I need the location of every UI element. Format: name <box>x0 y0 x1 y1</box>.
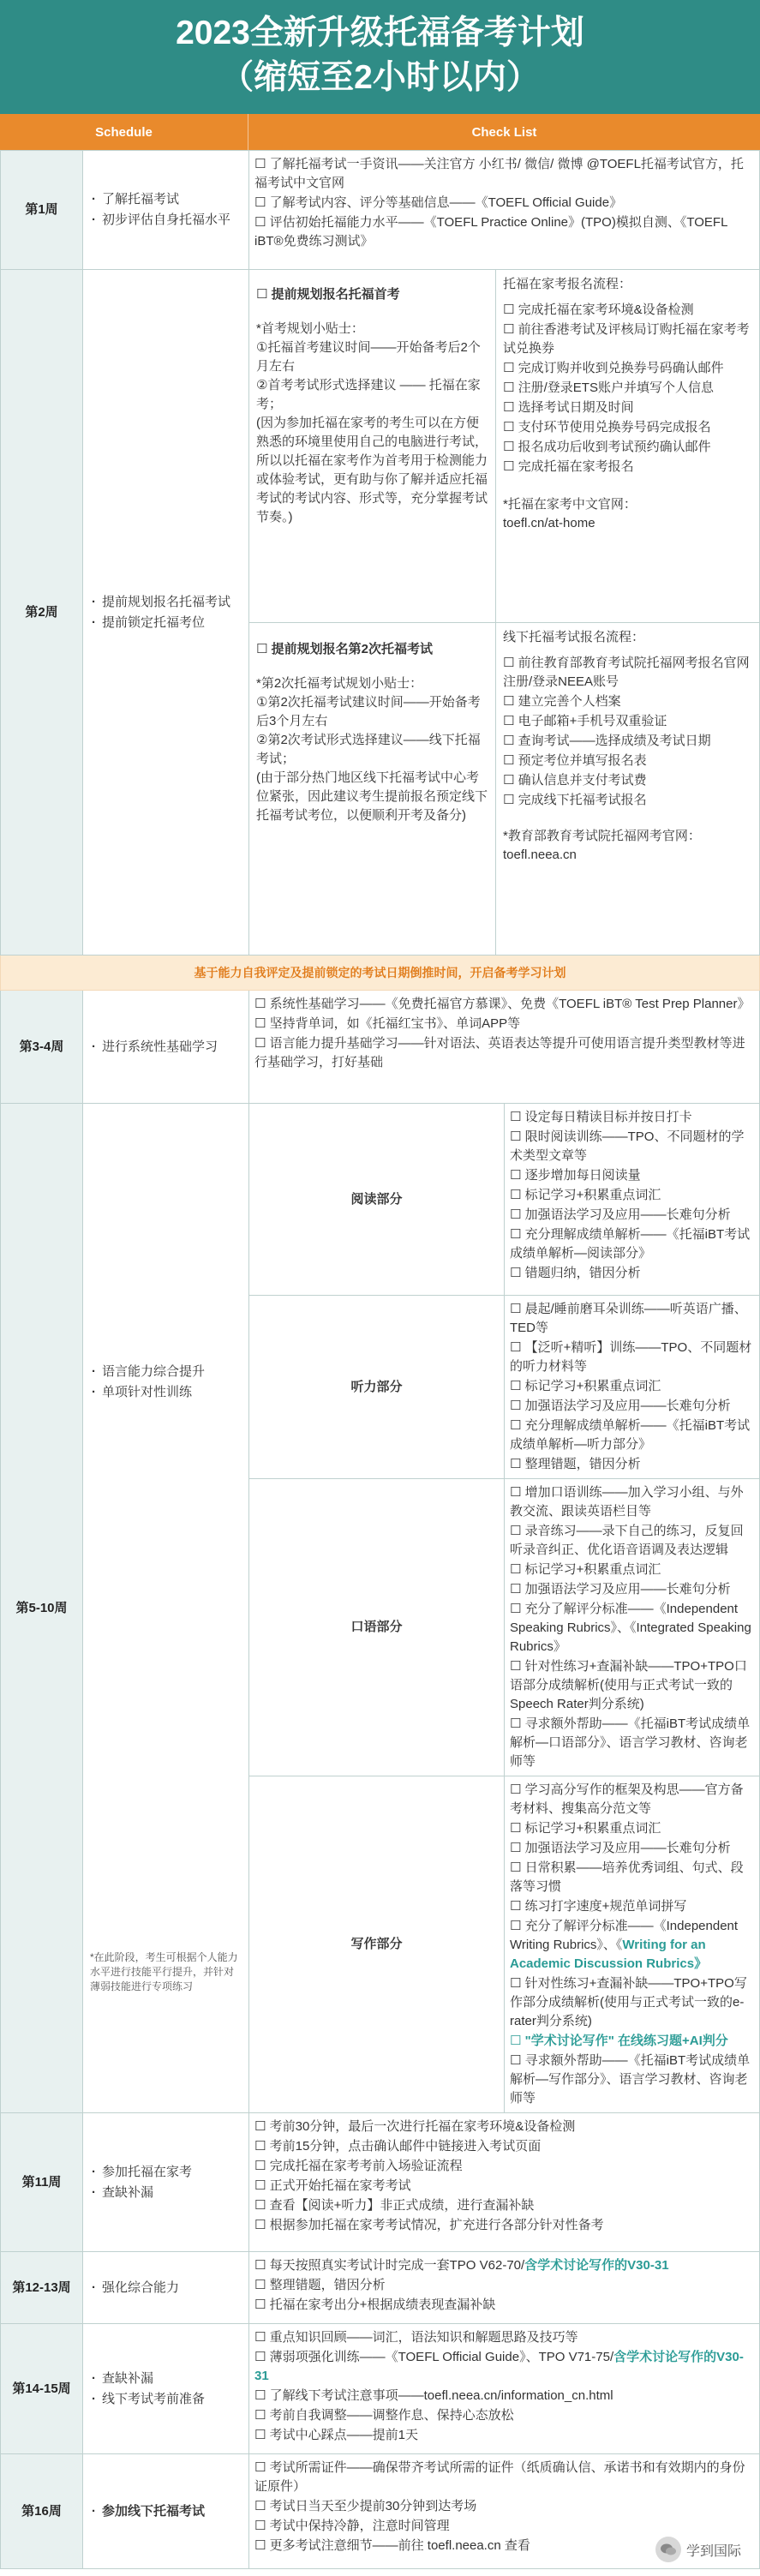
checklist-item[interactable]: ☐ 寻求额外帮助——《托福iBT考试成绩单解析—口语部分》、语言学习教材、咨询老师等 <box>510 1715 754 1771</box>
process-step[interactable]: ☐ 完成订购并收到兑换券号码确认邮件 <box>503 359 752 378</box>
reading-checklist <box>505 1104 760 1296</box>
table-row-banner <box>1 956 760 991</box>
process-step[interactable]: ☐ 前往教育部教育考试院托福网考报名官网注册/登录NEEA账号 <box>503 654 752 692</box>
table-row-week3-4 <box>1 991 760 1104</box>
schedule-header: Schedule <box>0 114 248 150</box>
checklist-item[interactable]: ☐ 考前15分钟，点击确认邮件中链接进入考试页面 <box>254 2137 754 2156</box>
column-header <box>0 114 760 150</box>
writing-checklist <box>505 1776 760 2113</box>
checklist-item[interactable]: ☐ 【泛听+精听】训练——TPO、不同题材的听力材料等 <box>510 1339 754 1376</box>
checklist-item[interactable]: ☐ 录音练习——录下自己的练习，反复回听录音纠正、优化语音语调及表达逻辑 <box>510 1522 754 1560</box>
process-step[interactable]: ☐ 选择考试日期及时间 <box>503 398 752 417</box>
checklist-item[interactable]: ☐ 根据参加托福在家考考试情况，扩充进行各部分针对性备考 <box>254 2216 754 2235</box>
checklist-item[interactable]: ☐ 完成托福在家考考前入场验证流程 <box>254 2157 754 2176</box>
schedule-item: · 查缺补漏 <box>90 2184 242 2202</box>
week-label: 第3-4周 <box>1 991 83 1104</box>
checklist-item[interactable]: ☐ 考试中保持冷静，注意时间管理 <box>254 2517 754 2536</box>
checklist-item[interactable]: ☐ 标记学习+积累重点词汇 <box>510 1561 754 1579</box>
table-row-week5-10-reading <box>1 1104 760 1296</box>
checklist-item[interactable]: ☐ 充分理解成绩单解析——《托福iBT考试成绩单解析—听力部分》 <box>510 1417 754 1454</box>
listening-label: 听力部分 <box>249 1296 505 1479</box>
week-label: 第16周 <box>1 2454 83 2569</box>
checklist-item[interactable]: ☐ 标记学习+积累重点词汇 <box>510 1377 754 1396</box>
checklist-item[interactable]: ☐ 标记学习+积累重点词汇 <box>510 1819 754 1838</box>
week-label: 第11周 <box>1 2113 83 2252</box>
schedule-item: · 查缺补漏 <box>90 2369 242 2388</box>
second-exam-heading[interactable]: ☐ 提前规划报名第2次托福考试 <box>256 640 488 659</box>
checklist-item[interactable]: ☐ 考试中心踩点——提前1天 <box>254 2426 754 2445</box>
checklist-item-rubrics[interactable] <box>510 1917 754 1974</box>
checklist-item[interactable]: ☐ 加强语法学习及应用——长难句分析 <box>510 1580 754 1599</box>
schedule-item: · 单项针对性训练 <box>90 1383 242 1402</box>
tpo-highlight: 含学术讨论写作的V30-31 <box>524 2258 669 2273</box>
watermark-text: 学到国际 <box>685 2543 741 2559</box>
process-step[interactable]: ☐ 预定考位并填写报名表 <box>503 752 752 770</box>
table-row-week14-15 <box>1 2324 760 2454</box>
stage-note: *在此阶段，考生可根据个人能力水平进行技能平行提升，并针对薄弱技能进行专项练习 <box>90 1951 238 1992</box>
process-step[interactable]: ☐ 确认信息并支付考试费 <box>503 771 752 790</box>
week-label: 第14-15周 <box>1 2324 83 2454</box>
second-exam-tips: *第2次托福考试规划小贴士： ①第2次托福考试建议时间——开始备考后3个月左右 ②第2次考试形式选择建议——线下托福考试； (由于部分热门地区线下托福考试中心考位紧张，因此建议考生提前报名预定线下托福考试考位，以便顺利开考及备分) <box>256 676 488 823</box>
schedule-item: · 强化综合能力 <box>90 2279 242 2297</box>
checklist-item[interactable]: ☐ 语言能力提升基础学习——针对语法、英语表达等提升可使用语言提升类型教材等进行基础学习，打好基础 <box>254 1034 754 1072</box>
writing-label: 写作部分 <box>249 1776 505 2113</box>
table-row-week2 <box>1 270 760 956</box>
checklist-item[interactable]: ☐ 标记学习+积累重点词汇 <box>510 1186 754 1205</box>
week-label: 第5-10周 <box>1 1104 83 2113</box>
process-step[interactable]: ☐ 完成托福在家考报名 <box>503 458 752 476</box>
process-step[interactable]: ☐ 电子邮箱+手机号双重验证 <box>503 712 752 731</box>
checklist-item[interactable]: ☐ 加强语法学习及应用——长难句分析 <box>510 1206 754 1225</box>
schedule-cell <box>83 991 249 1104</box>
page-header <box>0 0 760 114</box>
offline-exam-process-title: 线下托福考试报名流程： <box>503 630 645 644</box>
table-row-week12-13 <box>1 2252 760 2324</box>
checklist-item[interactable]: ☐ 学习高分写作的框架及构思——官方备考材料、搜集高分范文等 <box>510 1781 754 1818</box>
checklist-item[interactable]: ☐ 了解托福考试一手资讯——关注官方 小红书/ 微信/ 微博 @TOEFL托福考试官方，托福考试中文官网 <box>254 155 754 193</box>
process-step[interactable]: ☐ 报名成功后收到考试预约确认邮件 <box>503 438 752 457</box>
checklist-cell <box>249 2324 760 2454</box>
checklist-item[interactable]: ☐ 针对性练习+查漏补缺——TPO+TPO口语部分成绩解析(使用与正式考试一致的Speech Rater判分系统) <box>510 1657 754 1714</box>
week-label: 第12-13周 <box>1 2252 83 2324</box>
first-exam-block <box>249 270 759 623</box>
table-row-week16 <box>1 2454 760 2569</box>
checklist-item[interactable]: ☐ 设定每日精读目标并按日打卡 <box>510 1108 754 1127</box>
checklist-item[interactable] <box>254 2348 754 2386</box>
rubric-close: 》 <box>694 1956 708 1971</box>
checklist-cell <box>249 2113 760 2252</box>
process-step[interactable]: ☐ 注册/登录ETS账户并填写个人信息 <box>503 379 752 398</box>
checklist-item[interactable]: ☐ 整理错题，错因分析 <box>510 1455 754 1474</box>
checklist-item[interactable]: ☐ 寻求额外帮助——《托福iBT考试成绩单解析—写作部分》、语言学习教材、咨询老师等 <box>510 2052 754 2108</box>
schedule-item: · 线下考试考前准备 <box>90 2390 242 2409</box>
speaking-label: 口语部分 <box>249 1479 505 1776</box>
schedule-item: · 进行系统性基础学习 <box>90 1038 242 1057</box>
checklist-item[interactable]: ☐ 考试所需证件——确保带齐考试所需的证件（纸质确认信、承诺书和有效期内的身份证原件） <box>254 2459 754 2496</box>
schedule-cell <box>83 2324 249 2454</box>
week-label: 第2周 <box>1 270 83 956</box>
checklist-item[interactable]: ☐ 查看【阅读+听力】非正式成绩，进行查漏补缺 <box>254 2196 754 2215</box>
checklist-cell <box>249 270 760 956</box>
checklist-item[interactable]: ☐ 充分了解评分标准——《Independent Speaking Rubrics》、《Integrated Speaking Rubrics》 <box>510 1600 754 1656</box>
first-exam-heading[interactable]: ☐ 提前规划报名托福首考 <box>256 285 488 304</box>
checklist-item[interactable]: ☐ 限时阅读训练——TPO、不同题材的学术类型文章等 <box>510 1128 754 1165</box>
wechat-icon <box>655 2537 681 2562</box>
watermark <box>655 2537 741 2562</box>
checklist-item[interactable]: ☐ 充分理解成绩单解析——《托福iBT考试成绩单解析—阅读部分》 <box>510 1225 754 1263</box>
neea-site-label: *教育部教育考试院托福网考官网： <box>503 829 701 843</box>
neea-site-link[interactable]: toefl.neea.cn <box>503 848 577 862</box>
checklist-item[interactable]: ☐ 考前自我调整——调整作息、保持心态放松 <box>254 2406 754 2425</box>
plan-table <box>0 150 760 2569</box>
schedule-item: · 参加托福在家考 <box>90 2163 242 2182</box>
checklist-cell <box>249 991 760 1104</box>
week-label: 第1周 <box>1 151 83 270</box>
process-step[interactable]: ☐ 前往香港考试及评核局订购托福在家考考试兑换券 <box>503 321 752 358</box>
checklist-item[interactable]: ☐ 加强语法学习及应用——长难句分析 <box>510 1839 754 1858</box>
schedule-item: · 提前规划报名托福考试 <box>90 593 242 612</box>
schedule-item: · 语言能力综合提升 <box>90 1363 242 1381</box>
checklist-item[interactable]: ☐ 了解考试内容、评分等基础信息——《TOEFL Official Guide》 <box>254 194 754 213</box>
process-step[interactable]: ☐ 完成线下托福考试报名 <box>503 791 752 810</box>
schedule-item: · 参加线下托福考试 <box>90 2502 242 2521</box>
process-step[interactable]: ☐ 支付环节使用兑换券号码完成报名 <box>503 418 752 437</box>
home-exam-process-title: 托福在家考报名流程： <box>503 277 632 291</box>
tpo-text: 每天按照真实考试计时完成一套TPO V62-70/ <box>269 2258 525 2273</box>
checklist-item[interactable]: ☐ 了解线下考试注意事项——toefl.neea.cn/information_cn.html <box>254 2387 754 2405</box>
reading-label: 阅读部分 <box>249 1104 505 1296</box>
schedule-cell <box>83 2113 249 2252</box>
checklist-item[interactable]: ☐ 错题归纳，错因分析 <box>510 1264 754 1283</box>
checklist-item[interactable]: ☐ 更多考试注意细节——前往 toefl.neea.cn 查看 <box>254 2537 754 2555</box>
checklist-item[interactable]: ☐ 增加口语训练——加入学习小组、与外教交流、跟读英语栏目等 <box>510 1483 754 1521</box>
page-subtitle: （缩短至2小时以内） <box>220 59 540 96</box>
rubric-text: 充分了解评分标准——《Independent Writing Rubrics》、《 <box>510 1919 739 1952</box>
checklist-item[interactable]: ☐ 托福在家考出分+根据成绩表现查漏补缺 <box>254 2296 754 2315</box>
process-step[interactable]: ☐ 完成托福在家考环境&设备检测 <box>503 301 752 320</box>
schedule-cell <box>83 270 249 956</box>
second-exam-block <box>249 623 759 955</box>
schedule-item: · 提前锁定托福考位 <box>90 614 242 632</box>
schedule-cell <box>83 151 249 270</box>
schedule-item: · 初步评估自身托福水平 <box>90 211 242 230</box>
weak-training-highlight: 含学术讨论写作的V30-31 <box>254 2350 744 2383</box>
checklist-item[interactable]: ☐ 系统性基础学习——《免费托福官方慕课》、免费《TOEFL iBT® Test Prep Planner》 <box>254 995 754 1014</box>
process-step[interactable]: ☐ 建立完善个人档案 <box>503 692 752 711</box>
checklist-cell <box>249 2252 760 2324</box>
academic-discussion-rubric: Writing for an Academic Discussion Rubrics <box>510 1938 706 1971</box>
checklist-item[interactable] <box>254 2256 754 2275</box>
table-row-week1 <box>1 151 760 270</box>
listening-checklist <box>505 1296 760 1479</box>
checklist-item[interactable]: ☐ 正式开始托福在家考考试 <box>254 2177 754 2196</box>
checklist-item[interactable]: ☐ 评估初始托福能力水平——《TOEFL Practice Online》(TPO)模拟自测、《TOEFL iBT®免费练习测试》 <box>254 213 754 251</box>
checklist-item[interactable]: ☐ 针对性练习+查漏补缺——TPO+TPO写作部分成绩解析(使用与正式考试一致的e-rater判分系统) <box>510 1974 754 2031</box>
checklist-item[interactable]: ☐ 练习打字速度+规范单词拼写 <box>510 1897 754 1916</box>
checklist-item[interactable]: ☐ 加强语法学习及应用——长难句分析 <box>510 1397 754 1416</box>
home-exam-site-label: *托福在家考中文官网： <box>503 497 637 512</box>
checklist-item[interactable]: ☐ 晨起/睡前磨耳朵训练——听英语广播、TED等 <box>510 1300 754 1338</box>
process-step[interactable]: ☐ 查询考试——选择成绩及考试日期 <box>503 732 752 751</box>
schedule-cell <box>83 2252 249 2324</box>
checklist-header: Check List <box>471 124 537 140</box>
plan-banner: 基于能力自我评定及提前锁定的考试日期倒推时间，开启备考学习计划 <box>1 956 759 990</box>
checklist-item[interactable]: ☐ 考前30分钟，最后一次进行托福在家考环境&设备检测 <box>254 2118 754 2136</box>
schedule-cell <box>83 2454 249 2569</box>
checklist-item[interactable]: ☐ 逐步增加每日阅读量 <box>510 1166 754 1185</box>
table-row-week11 <box>1 2113 760 2252</box>
first-exam-tips: *首考规划小贴士： ①托福首考建议时间——开始备考后2个月左右 ②首考考试形式选择建议 —— 托福在家考； (因为参加托福在家考的考生可以在方便熟悉的环境里使用自己的电脑进行考试，所以以托福在家考作为首考用于检测能力或体验考试，更有助与你了解并适应托福考试的考试内容、形式等，充分掌握考试节奏。) <box>256 321 488 524</box>
speaking-checklist <box>505 1479 760 1776</box>
checklist-item[interactable]: ☐ 重点知识回顾——词汇，语法知识和解题思路及技巧等 <box>254 2328 754 2347</box>
schedule-item: · 了解托福考试 <box>90 190 242 209</box>
checklist-item[interactable]: ☐ 坚持背单词，如《托福红宝书》、单词APP等 <box>254 1015 754 1033</box>
checklist-item[interactable]: ☐ 考试日当天至少提前30分钟到达考场 <box>254 2497 754 2516</box>
checklist-item[interactable]: ☐ 日常积累——培养优秀词组、句式、段落等习惯 <box>510 1859 754 1896</box>
checklist-item[interactable]: ☐ 整理错题，错因分析 <box>254 2276 754 2295</box>
checklist-cell <box>249 151 760 270</box>
schedule-cell <box>83 1104 249 2113</box>
checklist-item-ai-practice[interactable]: ☐ "学术讨论写作" 在线练习题+AI判分 <box>510 2032 754 2051</box>
weak-training-text: 薄弱项强化训练——《TOEFL Official Guide》、TPO V71-75/ <box>269 2350 614 2364</box>
page-title: 2023全新升级托福备考计划 <box>176 15 584 51</box>
home-exam-site-link[interactable]: toefl.cn/at-home <box>503 516 595 530</box>
